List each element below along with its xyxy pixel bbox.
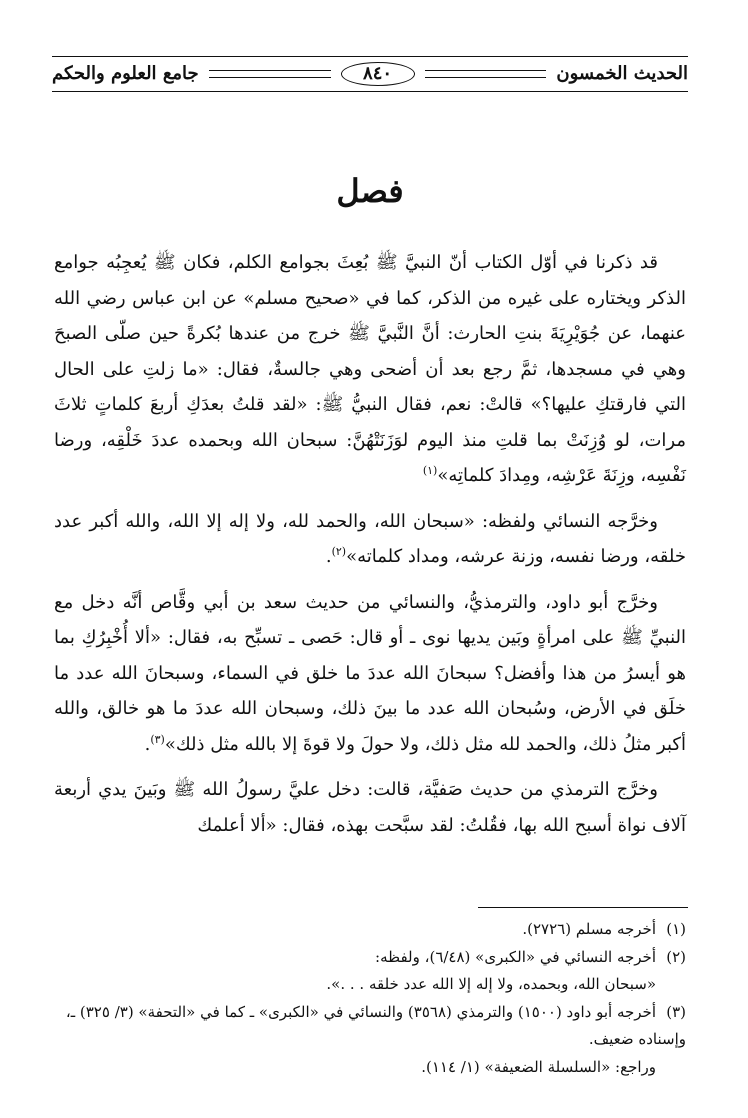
footnote-3-continuation: وراجع: «السلسلة الضعيفة» (١/ ١١٤). [421, 1057, 656, 1076]
paragraph-3 [54, 585, 686, 763]
footnote-3-number: (٣) [666, 1002, 686, 1021]
header-bottom-rule [52, 91, 688, 92]
paragraph-1 [54, 245, 686, 494]
header-row [52, 62, 688, 86]
footnote-2-text: أخرجه النسائي في «الكبرى» (٦/٤٨)، ولفظه: [375, 947, 656, 966]
footnote-3 [54, 999, 686, 1082]
book-title: جامع العلوم والحكم [52, 63, 199, 84]
footnote-2-continuation: «سبحان الله، وبحمده، ولا إله إلا الله عدد خلقه . . .». [326, 975, 656, 993]
paragraph-1-text: قد ذكرنا في أوّل الكتاب أنّ النبيَّ ﷺ بُعِثَ بجوامع الكلم، فكان ﷺ يُعجِبُه جوامع الذكر ويختاره على غيره من الذكر، كما في «صحيح مسلم» عن ابن عباس رضي الله عنهما، عن جُوَيْرِيَةَ بنتِ الحارث: أنَّ النَّبيَّ ﷺ خرج من عندها بُكرةً حين صلّى الصبحَ وهي في مسجدها، ثمَّ رجع بعد أن أضحى وهي جالسةٌ، فقال: «ما زلتِ على الحال التي فارقتكِ عليها؟» قالتْ: نعم، فقال النبيُّ ﷺ: «لقد قلتُ بعدَكِ أربعَ كلماتٍ ثلاثَ مرات، لو وُزِنَتْ بما قلتِ منذ اليوم لوَزَنَتْهُنَّ: سبحان الله وبحمده عددَ خَلْقِه، ورضا نَفْسِه، وزِنَةَ عَرْشِه، ومِدادَ كلماتِه» [54, 252, 686, 486]
footnote-1-text: أخرجه مسلم (٢٧٢٦). [522, 920, 656, 938]
footnote-3-text: أخرجه أبو داود (١٥٠٠) والترمذي (٣٥٦٨) والنسائي في «الكبرى» ـ كما في «التحفة» (٣/ ٣٢٥) ـ، وإسناده ضعيف. [65, 1002, 686, 1048]
footnote-2 [54, 944, 686, 999]
footnote-separator [478, 907, 688, 908]
section-title: فصل [336, 172, 404, 210]
paragraph-2-text: وخرَّجه النسائي ولفظه: «سبحان الله، والحمد لله، ولا إله إلا الله، والله أكبر عدد خلقه، ورضا نفسه، وزنة عرشه، ومداد كلماته» [54, 510, 686, 567]
page-number: ٨٤٠ [341, 62, 415, 86]
paragraph-2-end: . [325, 546, 332, 567]
paragraph-4-text: وخرَّج الترمذي من حديث صَفيَّة، قالت: دخل عليَّ رسولُ الله ﷺ وبَينَ يدي أربعة آلاف نواة أسبح الله بها، فقُلتُ: لقد سبَّحت بهذه، فقال: «ألا أعلمك [54, 779, 686, 836]
header-double-rule-left [209, 70, 331, 78]
header-top-rule [52, 56, 688, 57]
running-header [52, 44, 688, 94]
paragraph-4 [54, 772, 686, 843]
footnote-2-number: (٢) [666, 947, 686, 966]
paragraph-2 [54, 504, 686, 575]
footnotes [54, 916, 686, 1081]
footnote-1 [54, 916, 686, 944]
chapter-title: الحديث الخمسون [556, 63, 688, 84]
footnote-ref-1: (١) [422, 464, 438, 477]
footnote-1-number: (١) [666, 920, 686, 938]
header-double-rule-right [425, 70, 547, 78]
paragraph-3-end: . [144, 733, 151, 755]
paragraph-3-text: وخرَّج أبو داود، والترمذيُّ، والنسائي من حديث سعد بن أبي وقَّاص أنَّه دخل مع النبيِّ ﷺ على امرأةٍ وبَين يديها نوى ـ أو قال: حَصى ـ تسبِّح به، فقال: «ألا أُخْبِرُكِ بما هو أيسرُ من هذا وأفضل؟ سبحانَ الله عددَ ما خلق في السماء، وسبحانَ الله عدد ما خلَق في الأرض، وسُبحان الله عدد ما بينَ ذلك، وسبحان الله عددَ ما هو خالق، والله أكبر مثلُ ذلك، والحمد لله مثل ذلك، ولا حولَ ولا قوةَ إلا بالله مثل ذلك» [54, 591, 686, 755]
main-text [54, 245, 686, 853]
footnote-ref-2: (٢) [331, 545, 347, 558]
footnote-ref-3: (٣) [150, 732, 165, 746]
